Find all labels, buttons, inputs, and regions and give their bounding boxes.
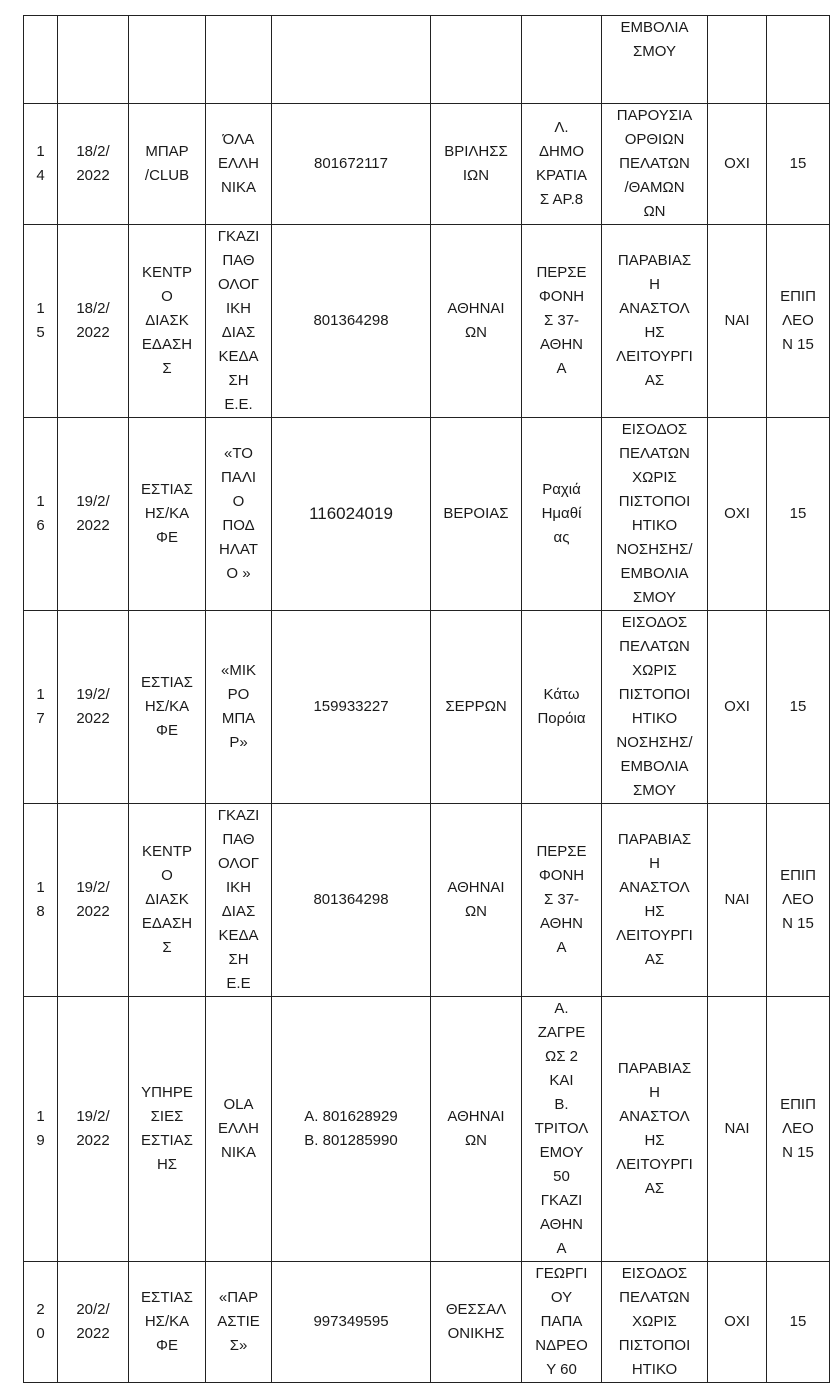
cell-line: Α	[556, 939, 567, 956]
cell-business-type	[129, 418, 206, 611]
cell-address	[522, 418, 602, 611]
cell-line: 1	[36, 300, 45, 317]
cell-violation	[602, 104, 708, 225]
cell-line: ΣΗ	[228, 372, 249, 389]
cell-date	[58, 225, 129, 418]
cell-line: ΑΘΗΝ	[539, 915, 584, 932]
cell-line: ΦΟΝΗ	[538, 867, 585, 884]
cell-line: 2022	[76, 903, 110, 920]
cell-line: Σ	[162, 939, 172, 956]
cell-line: ΗΤΙΚΟ	[631, 1361, 678, 1378]
cell-address	[522, 804, 602, 997]
table-row	[24, 225, 830, 418]
cell-line: ΚΑΙ	[549, 1072, 574, 1089]
cell-line: ΠΑΘ	[222, 831, 255, 848]
cell-tax-id	[272, 611, 431, 804]
cell-line: ΑΘΗΝΑΙ	[447, 300, 505, 317]
cell-line: ΗΣ/ΚΑ	[144, 505, 190, 522]
cell-business-type	[129, 611, 206, 804]
cell-municipality	[431, 611, 522, 804]
cell-line: ΛΕΙΤΟΥΡΓΙ	[616, 927, 693, 944]
cell-line: ΒΡΙΛΗΣΣ	[444, 143, 508, 160]
cell-line: Ραχιά	[542, 481, 581, 498]
cell-line: ας	[553, 529, 570, 546]
cell-business-type	[129, 225, 206, 418]
cell-line: ΗΛΑΤ	[219, 541, 258, 558]
cell-municipality	[431, 104, 522, 225]
cell-line: OLA	[223, 1096, 254, 1113]
cell-line: Λ.	[554, 119, 569, 136]
cell-line: ΛΕΙΤΟΥΡΓΙ	[616, 1156, 693, 1173]
cell-line: 2022	[76, 1132, 110, 1149]
cell-business-type	[129, 804, 206, 997]
cell-line: ΗΣ/ΚΑ	[144, 698, 190, 715]
cell-business-type	[129, 16, 206, 104]
cell-date	[58, 804, 129, 997]
cell-line: 159933227	[313, 698, 389, 715]
cell-suspension	[708, 804, 767, 997]
cell-line: ΠΕΛΑΤΩΝ	[619, 155, 690, 172]
cell-penalty	[767, 225, 830, 418]
cell-penalty	[767, 611, 830, 804]
cell-line: ΠΙΣΤΟΠΟΙ	[618, 1337, 691, 1354]
cell-line: ΝΔΡΕΟ	[535, 1337, 588, 1354]
cell-line: ΛΕΟ	[782, 891, 814, 908]
cell-line: Α. 801628929	[304, 1108, 398, 1125]
cell-tax-id	[272, 418, 431, 611]
cell-line: Η	[649, 276, 660, 293]
cell-line: ΣΜΟΥ	[633, 43, 676, 60]
cell-line: ΙΚΗ	[225, 300, 251, 317]
cell-line: ΠΑΘ	[222, 252, 255, 269]
cell-line: ΠΑΡΟΥΣΙΑ	[616, 107, 693, 124]
cell-line: 9	[36, 1132, 45, 1149]
cell-line: ΑΣ	[644, 1180, 665, 1197]
table-row	[24, 104, 830, 225]
cell-business-name	[206, 804, 272, 997]
cell-line: Β. 801285990	[304, 1132, 398, 1149]
cell-line: 0	[36, 1325, 45, 1342]
cell-line: Α	[556, 1240, 567, 1257]
cell-line: Ν 15	[782, 915, 814, 932]
cell-violation	[602, 611, 708, 804]
cell-line: 20/2/	[76, 1301, 110, 1318]
cell-row-number	[24, 804, 58, 997]
cell-line: ΧΩΡΙΣ	[632, 469, 677, 486]
cell-line: ΣΕΡΡΩΝ	[445, 698, 507, 715]
cell-line: Πορόια	[537, 710, 586, 727]
cell-business-name	[206, 225, 272, 418]
cell-line: ΕΠΙΠ	[780, 867, 816, 884]
cell-line: ΕΠΙΠ	[780, 1096, 816, 1113]
cell-suspension	[708, 997, 767, 1262]
cell-line: ΠΑΠΑ	[540, 1313, 583, 1330]
cell-municipality	[431, 804, 522, 997]
cell-line: ΟΧΙ	[724, 698, 750, 715]
cell-line: ΟΛΟΓ	[217, 276, 260, 293]
cell-violation	[602, 804, 708, 997]
cell-line: ΣΗ	[228, 951, 249, 968]
cell-line: ΦΕ	[156, 529, 178, 546]
cell-business-name	[206, 104, 272, 225]
cell-line: 19/2/	[76, 493, 110, 510]
cell-line: ΟΝΙΚΗΣ	[447, 1325, 505, 1342]
cell-line: 19/2/	[76, 686, 110, 703]
cell-business-type	[129, 104, 206, 225]
cell-line: 2022	[76, 710, 110, 727]
cell-line: «ΤΟ	[224, 445, 253, 462]
cell-line: ΗΣ/ΚΑ	[144, 1313, 190, 1330]
cell-date	[58, 611, 129, 804]
cell-line: ΜΠΑ	[221, 710, 256, 727]
cell-line: 2022	[76, 1325, 110, 1342]
cell-row-number	[24, 611, 58, 804]
cell-line: 2022	[76, 324, 110, 341]
cell-line: ΗΤΙΚΟ	[631, 710, 678, 727]
cell-line: ΕΙΣΟΔΟΣ	[621, 614, 688, 631]
cell-business-type	[129, 997, 206, 1262]
cell-line: ΑΘΗΝΑΙ	[447, 1108, 505, 1125]
cell-line: ΚΕΔΑ	[218, 927, 259, 944]
cell-line: ΚΕΝΤΡ	[141, 264, 192, 281]
cell-line: ΠΑΡΑΒΙΑΣ	[617, 252, 692, 269]
cell-line: ΠΙΣΤΟΠΟΙ	[618, 493, 691, 510]
cell-line: ΝΑΙ	[724, 891, 750, 908]
cell-line: ΕΜΟΥ	[539, 1144, 584, 1161]
cell-line: Ημαθί	[541, 505, 582, 522]
cell-address	[522, 611, 602, 804]
cell-line: ΕΜΒΟΛΙΑ	[620, 19, 689, 36]
cell-line: ΕΣΤΙΑΣ	[141, 1289, 193, 1306]
cell-tax-id	[272, 804, 431, 997]
cell-line: Σ 37-	[543, 312, 580, 329]
cell-line: ΠΑΡΑΒΙΑΣ	[617, 1060, 692, 1077]
cell-line: ΩΣ 2	[545, 1048, 578, 1065]
cell-municipality	[431, 997, 522, 1262]
cell-line: ΟΧΙ	[724, 155, 750, 172]
cell-line: 4	[36, 167, 45, 184]
cell-line: 116024019	[309, 504, 393, 523]
cell-line: ΔΙΑΣΚ	[145, 312, 189, 329]
cell-line: ΕΠΙΠ	[780, 288, 816, 305]
cell-line: ΦΟΝΗ	[538, 288, 585, 305]
cell-violation	[602, 1262, 708, 1383]
cell-municipality	[431, 418, 522, 611]
cell-line: ΠΕΛΑΤΩΝ	[619, 638, 690, 655]
cell-line: ΕΛΛΗ	[218, 1120, 259, 1137]
cell-line: 5	[36, 324, 45, 341]
cell-line: Κάτω	[543, 686, 580, 703]
cell-line: 19/2/	[76, 1108, 110, 1125]
cell-line: Η	[649, 855, 660, 872]
cell-line: ΝΙΚΑ	[220, 1144, 256, 1161]
cell-line: 50	[553, 1168, 570, 1185]
cell-tax-id	[272, 1262, 431, 1383]
cell-line: Ρ»	[229, 734, 248, 751]
cell-line: ΕΔΑΣΗ	[141, 915, 193, 932]
cell-line: 2022	[76, 167, 110, 184]
cell-suspension	[708, 225, 767, 418]
cell-address	[522, 997, 602, 1262]
cell-line: ΒΕΡΟΙΑΣ	[443, 505, 509, 522]
cell-business-name	[206, 997, 272, 1262]
cell-penalty	[767, 104, 830, 225]
cell-line: ΗΣ	[156, 1156, 178, 1173]
cell-line: ΧΩΡΙΣ	[632, 662, 677, 679]
cell-line: ΑΝΑΣΤΟΛ	[619, 879, 690, 896]
cell-line: «ΠΑΡ	[218, 1289, 259, 1306]
cell-line: Α	[556, 360, 567, 377]
cell-line: ΗΣ	[644, 1132, 665, 1149]
cell-line: 1	[36, 1108, 45, 1125]
table-row	[24, 16, 830, 104]
cell-line: ΖΑΓΡΕ	[537, 1024, 586, 1041]
cell-line: Ε.Ε.	[224, 396, 253, 413]
cell-line: ΕΣΤΙΑΣ	[141, 481, 193, 498]
cell-line: 2	[36, 1301, 45, 1318]
cell-suspension	[708, 611, 767, 804]
cell-municipality	[431, 225, 522, 418]
cell-line: Υ 60	[546, 1361, 577, 1378]
cell-penalty	[767, 997, 830, 1262]
cell-penalty	[767, 1262, 830, 1383]
cell-line: ΣΙΕΣ	[150, 1108, 184, 1125]
cell-violation	[602, 997, 708, 1262]
cell-line: Σ 37-	[543, 891, 580, 908]
cell-line: ΗΣ	[644, 903, 665, 920]
cell-line: ΧΩΡΙΣ	[632, 1313, 677, 1330]
cell-line: ΟΧΙ	[724, 505, 750, 522]
cell-line: ΑΣ	[644, 951, 665, 968]
cell-line: ΟΧΙ	[724, 1313, 750, 1330]
cell-line: ΡΟ	[227, 686, 250, 703]
cell-line: 18/2/	[76, 300, 110, 317]
cell-line: ΚΡΑΤΙΑ	[535, 167, 588, 184]
cell-line: 15	[789, 698, 807, 715]
cell-row-number	[24, 1262, 58, 1383]
cell-line: ΣΜΟΥ	[633, 589, 676, 606]
cell-line: ΦΕ	[156, 1337, 178, 1354]
cell-line: ΑΝΑΣΤΟΛ	[619, 1108, 690, 1125]
cell-line: ΛΕΟ	[782, 312, 814, 329]
cell-line: 19/2/	[76, 879, 110, 896]
cell-line: 801364298	[313, 312, 389, 329]
cell-business-type	[129, 1262, 206, 1383]
cell-line: 7	[36, 710, 45, 727]
cell-line: ΕΙΣΟΔΟΣ	[621, 1265, 688, 1282]
cell-tax-id	[272, 225, 431, 418]
cell-line: ΗΤΙΚΟ	[631, 517, 678, 534]
cell-line: Α.	[554, 1000, 569, 1017]
cell-line: Σ	[162, 360, 172, 377]
cell-line: ΕΜΒΟΛΙΑ	[620, 565, 689, 582]
cell-suspension	[708, 1262, 767, 1383]
cell-row-number	[24, 225, 58, 418]
cell-line: Β.	[554, 1096, 569, 1113]
cell-suspension	[708, 418, 767, 611]
cell-line: ΑΘΗΝΑΙ	[447, 879, 505, 896]
cell-line: ΑΝΑΣΤΟΛ	[619, 300, 690, 317]
cell-line: ΑΘΗΝ	[539, 1216, 584, 1233]
cell-line: ΛΕΙΤΟΥΡΓΙ	[616, 348, 693, 365]
cell-tax-id	[272, 997, 431, 1262]
cell-line: ΥΠΗΡΕ	[141, 1084, 193, 1101]
cell-line: Ε.Ε	[226, 975, 251, 992]
table-row	[24, 611, 830, 804]
cell-violation	[602, 225, 708, 418]
cell-line: 15	[789, 155, 807, 172]
cell-date	[58, 16, 129, 104]
cell-line: ΕΣΤΙΑΣ	[141, 674, 193, 691]
cell-line: ΝΟΣΗΣΗΣ/	[616, 734, 693, 751]
cell-line: ΙΩΝ	[462, 167, 490, 184]
cell-row-number	[24, 997, 58, 1262]
cell-line: ΚΕΔΑ	[218, 348, 259, 365]
records-table	[23, 15, 830, 1383]
cell-line: ΜΠΑΡ	[145, 143, 189, 160]
cell-line: ΩΝ	[464, 324, 488, 341]
cell-line: ΓΚΑΖΙ	[217, 807, 260, 824]
cell-line: 15	[789, 1313, 807, 1330]
cell-business-name	[206, 611, 272, 804]
cell-date	[58, 997, 129, 1262]
cell-line: 1	[36, 686, 45, 703]
cell-line: ΙΚΗ	[225, 879, 251, 896]
cell-suspension	[708, 16, 767, 104]
table-row	[24, 997, 830, 1262]
cell-violation	[602, 418, 708, 611]
cell-line: ΠΑΛΙ	[220, 469, 257, 486]
cell-date	[58, 1262, 129, 1383]
cell-line: /ΘΑΜΩΝ	[624, 179, 685, 196]
cell-suspension	[708, 104, 767, 225]
cell-line: 801364298	[313, 891, 389, 908]
cell-row-number	[24, 104, 58, 225]
cell-line: ΤΡΙΤΟΛ	[534, 1120, 589, 1137]
cell-line: ΕΙΣΟΔΟΣ	[621, 421, 688, 438]
cell-row-number	[24, 418, 58, 611]
cell-line: Ν 15	[782, 1144, 814, 1161]
cell-line: Ο	[161, 288, 173, 305]
table-row	[24, 804, 830, 997]
cell-business-name	[206, 1262, 272, 1383]
cell-municipality	[431, 16, 522, 104]
cell-line: ΣΜΟΥ	[633, 782, 676, 799]
cell-line: ΠΑΡΑΒΙΑΣ	[617, 831, 692, 848]
cell-line: 1	[36, 143, 45, 160]
cell-line: ΠΕΡΣΕ	[536, 843, 587, 860]
cell-line: 18/2/	[76, 143, 110, 160]
cell-line: ΠΙΣΤΟΠΟΙ	[618, 686, 691, 703]
cell-line: 1	[36, 493, 45, 510]
cell-line: Ο	[161, 867, 173, 884]
cell-line: ΩΝ	[464, 903, 488, 920]
cell-line: ΠΕΛΑΤΩΝ	[619, 1289, 690, 1306]
cell-line: ΝΙΚΑ	[220, 179, 256, 196]
cell-line: Ο	[232, 493, 245, 510]
cell-line: ΝΑΙ	[724, 1120, 750, 1137]
cell-penalty	[767, 418, 830, 611]
cell-line: ΗΣ	[644, 324, 665, 341]
cell-date	[58, 418, 129, 611]
cell-line: ΔΙΑΣ	[221, 903, 256, 920]
cell-line: ΑΣΤΙΕ	[217, 1313, 260, 1330]
cell-municipality	[431, 1262, 522, 1383]
cell-line: ΓΚΑΖΙ	[217, 228, 260, 245]
cell-line: ΠΕΛΑΤΩΝ	[619, 445, 690, 462]
cell-line: 2022	[76, 517, 110, 534]
cell-penalty	[767, 804, 830, 997]
cell-line: ΑΘΗΝ	[539, 336, 584, 353]
cell-line: Σ»	[229, 1337, 248, 1354]
cell-line: Σ ΑΡ.8	[539, 191, 584, 208]
cell-line: ΕΣΤΙΑΣ	[141, 1132, 193, 1149]
cell-line: 801672117	[314, 155, 388, 172]
cell-line: «ΜΙΚ	[220, 662, 256, 679]
cell-line: ΟΛΟΓ	[217, 855, 260, 872]
cell-line: ΕΛΛΗ	[218, 155, 259, 172]
cell-business-name	[206, 418, 272, 611]
cell-line: /CLUB	[144, 167, 190, 184]
cell-line: ΟΡΘΙΩΝ	[624, 131, 685, 148]
cell-line: ΩΝ	[643, 203, 666, 220]
cell-line: ΚΕΝΤΡ	[141, 843, 192, 860]
cell-line: ΔΙΑΣΚ	[145, 891, 189, 908]
cell-line: 15	[789, 505, 807, 522]
cell-penalty	[767, 16, 830, 104]
cell-tax-id	[272, 104, 431, 225]
cell-line: ΑΣ	[644, 372, 665, 389]
cell-tax-id	[272, 16, 431, 104]
cell-line: ΌΛΑ	[222, 131, 255, 148]
cell-line: ΠΟΔ	[222, 517, 255, 534]
cell-address	[522, 1262, 602, 1383]
cell-line: ΔΗΜΟ	[538, 143, 584, 160]
cell-date	[58, 104, 129, 225]
cell-address	[522, 225, 602, 418]
cell-line: ΕΜΒΟΛΙΑ	[620, 758, 689, 775]
cell-line: ΝΟΣΗΣΗΣ/	[616, 541, 693, 558]
cell-line: ΦΕ	[156, 722, 178, 739]
table-row	[24, 1262, 830, 1383]
cell-line: 6	[36, 517, 45, 534]
cell-line: ΘΕΣΣΑΛ	[445, 1301, 507, 1318]
cell-address	[522, 16, 602, 104]
cell-line: ΔΙΑΣ	[221, 324, 256, 341]
cell-line: 8	[36, 903, 45, 920]
cell-business-name	[206, 16, 272, 104]
cell-address	[522, 104, 602, 225]
cell-line: 997349595	[313, 1313, 389, 1330]
cell-line: Ν 15	[782, 336, 814, 353]
cell-line: ΕΔΑΣΗ	[141, 336, 193, 353]
cell-row-number	[24, 16, 58, 104]
cell-line: ΝΑΙ	[724, 312, 750, 329]
cell-line: ΩΝ	[464, 1132, 488, 1149]
cell-line: 1	[36, 879, 45, 896]
cell-line: Ο »	[226, 565, 251, 582]
table-body	[24, 16, 830, 1383]
cell-line: ΓΕΩΡΓΙ	[535, 1265, 588, 1282]
cell-line: Η	[649, 1084, 660, 1101]
cell-line: ΟΥ	[550, 1289, 573, 1306]
cell-line: ΓΚΑΖΙ	[540, 1192, 583, 1209]
cell-line: ΛΕΟ	[782, 1120, 814, 1137]
cell-line: ΠΕΡΣΕ	[536, 264, 587, 281]
cell-violation	[602, 16, 708, 104]
table-row	[24, 418, 830, 611]
